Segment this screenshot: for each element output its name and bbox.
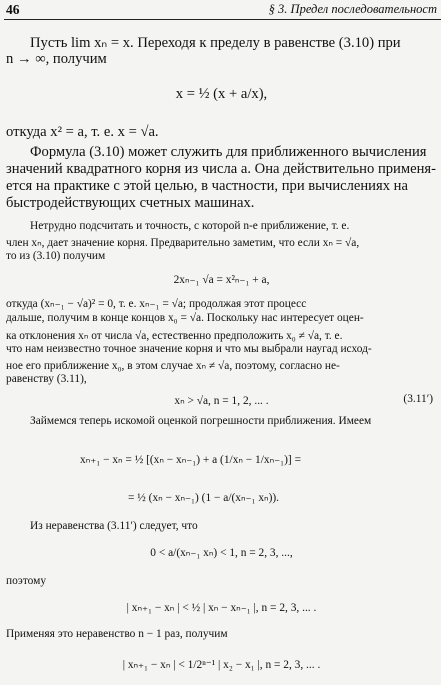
formula: 0 < a/(xₙ₋₁ xₙ) < 1, n = 2, 3, ..., — [150, 547, 293, 559]
text-line: Нетрудно подсчитать и точность, с которой n-е приближение, т. е. — [30, 220, 350, 232]
text-line: поэтому — [6, 575, 47, 587]
text-line: Формула (3.10) может служить для приближенного вычисления — [30, 144, 427, 160]
text-line: быстродействующих счетных машинах. — [6, 195, 255, 211]
text-line: Применяя это неравенство n − 1 раз, получим — [6, 628, 228, 640]
page-number: 46 — [6, 2, 20, 17]
text-line: что нам неизвестно точное значение корня и что мы выбрали наугад исход- — [6, 343, 372, 355]
formula: | xₙ₊₁ − xₙ | < ½ | xₙ − xₙ₋₁ |, n = 2, 3, ... . — [126, 602, 317, 614]
text-line: равенству (3.11), — [6, 373, 87, 385]
text-line: член xₙ, дает значение корня. Предварительно заметим, что если xₙ = √a, — [6, 237, 360, 249]
formula: xₙ > √a, n = 1, 2, ... . — [174, 395, 269, 407]
text-line: откуда x² = a, т. е. x = √a. — [6, 124, 159, 140]
formula: = ½ (xₙ − xₙ₋₁) (1 − a/(xₙ₋₁ xₙ)). — [128, 492, 280, 504]
section-title: § 3. Предел последовательност — [268, 2, 437, 16]
text-line: Из неравенства (3.11′) следует, что — [30, 520, 198, 532]
formula: x = ½ (x + a/x), — [175, 86, 268, 102]
text-line: ное его приближение x₀, в этом случае xₙ ≠ √a, поэтому, согласно не- — [6, 360, 340, 372]
text-line: ется на практике с этой целью, в частности, при вычислениях на — [6, 178, 408, 194]
equation-number: (3.11′) — [403, 393, 433, 405]
formula: | xₙ₊₁ − xₙ | < 1/2ⁿ⁻¹ | x₂ − x₁ |, n = 2, 3, ... . — [122, 659, 321, 671]
text-line: значений квадратного корня из числа a. Она действительно применя- — [6, 161, 436, 177]
text-line: то из (3.10) получим — [6, 250, 106, 262]
text-line: Пусть lim xₙ = x. Переходя к пределу в равенстве (3.10) при — [30, 35, 401, 51]
formula: 2xₙ₋₁ √a = x²ₙ₋₁ + a, — [173, 274, 270, 286]
text-line: откуда (xₙ₋₁ − √a)² = 0, т. е. xₙ₋₁ = √a; продолжая этот процесс — [6, 298, 307, 310]
text-line: ка отклонения xₙ от числа √a, естественно предположить x₀ ≠ √a, т. е. — [6, 330, 343, 342]
formula: xₙ₊₁ − xₙ = ½ [(xₙ − xₙ₋₁) + a (1/xₙ − 1/xₙ₋₁)] = — [80, 454, 301, 466]
text-line: n → ∞, получим — [6, 51, 107, 67]
header-rule — [4, 19, 441, 20]
text-line: Займемся теперь искомой оценкой погрешности приближения. Имеем — [30, 415, 372, 427]
text-line: дальше, получим в конце концов x₀ = √a. Поскольку нас интересует оцен- — [6, 312, 364, 324]
